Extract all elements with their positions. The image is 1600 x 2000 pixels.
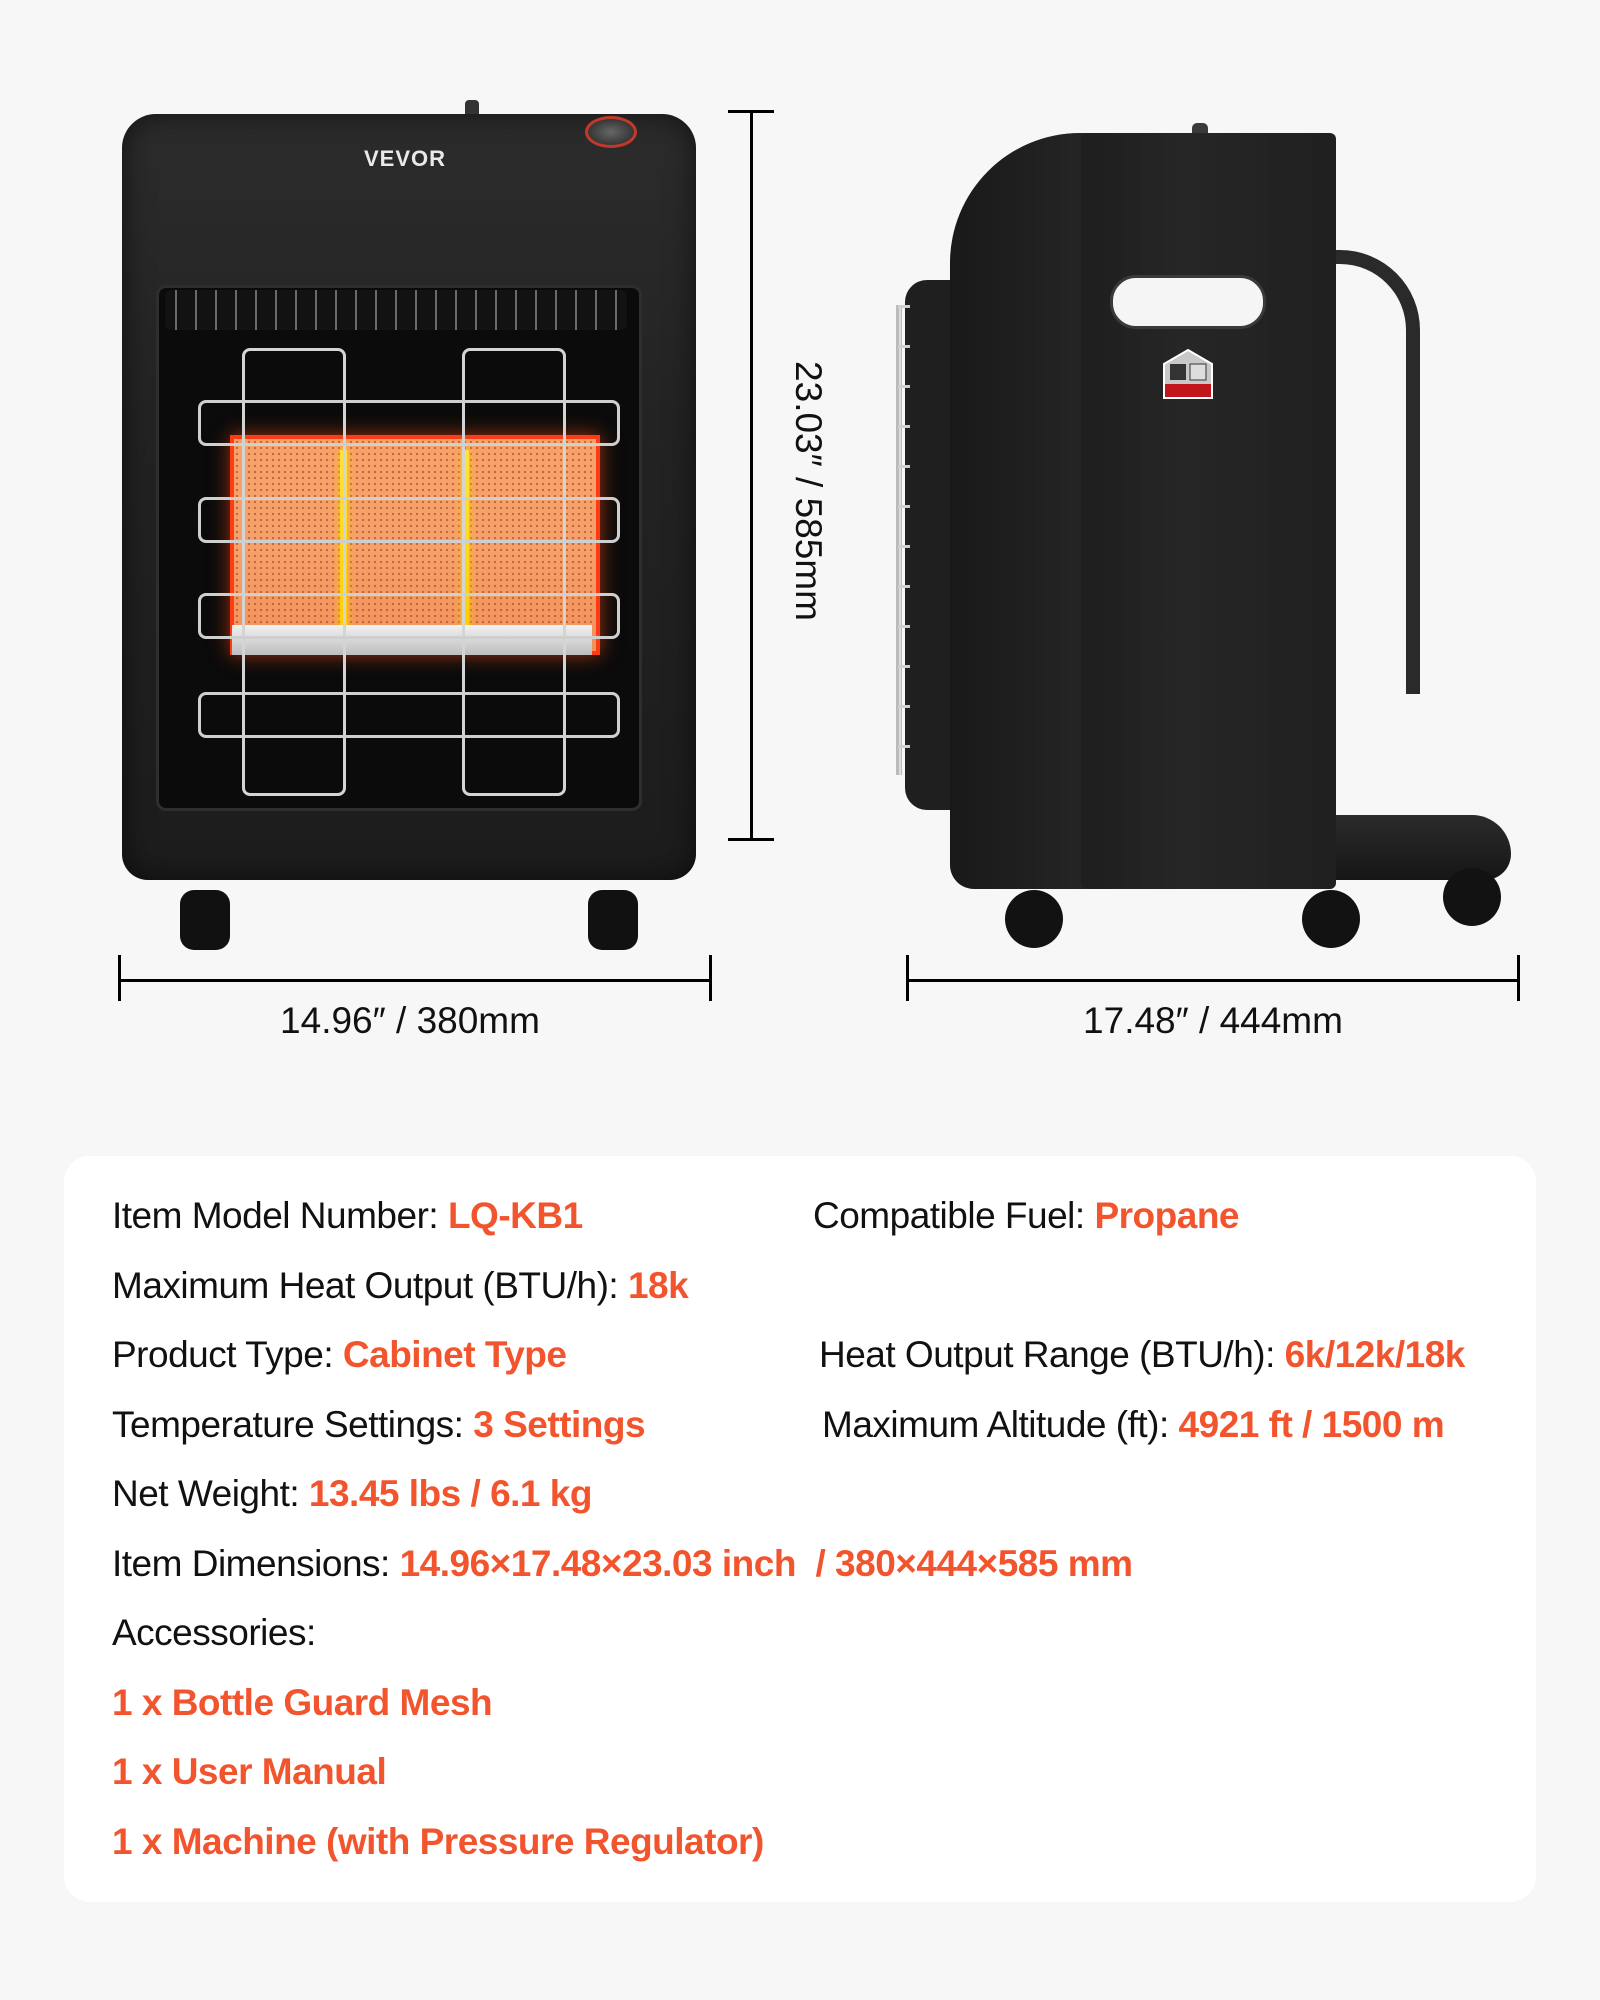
spec-label: Maximum Altitude (ft):: [822, 1404, 1169, 1445]
depth-dimension-line: [906, 979, 1520, 982]
height-dimension-tick: [728, 110, 774, 113]
accessory-item: 1 x User Manual: [112, 1751, 387, 1792]
spec-value: Propane: [1094, 1195, 1240, 1236]
control-dial-icon: [585, 116, 637, 148]
spec-value: LQ-KB1: [447, 1195, 583, 1236]
heater-cabinet-side-front: [950, 133, 1086, 889]
caster-wheel: [1005, 890, 1063, 948]
spec-product-type: [112, 1334, 566, 1376]
caster-wheel: [180, 890, 230, 950]
caster-wheel: [1302, 890, 1360, 948]
brand-logo: VEVOR: [363, 146, 447, 171]
spec-label: Maximum Heat Output (BTU/h):: [112, 1265, 619, 1306]
spec-model-number: [112, 1195, 583, 1237]
safety-guard-rail: [198, 593, 620, 639]
gas-hose: [1336, 250, 1420, 694]
spec-label: Product Type:: [112, 1334, 334, 1375]
spec-value: 3 Settings: [473, 1404, 646, 1445]
spec-heat-output-range: [819, 1334, 1465, 1376]
height-dimension-line: [750, 110, 753, 840]
accessory-item: 1 x Machine (with Pressure Regulator): [112, 1821, 764, 1862]
spec-value: 4921 ft / 1500 m: [1178, 1404, 1445, 1445]
width-dimension-tick: [709, 955, 712, 1001]
heater-cabinet-side: [1081, 133, 1336, 889]
spec-value: 6k/12k/18k: [1284, 1334, 1465, 1375]
spec-temperature-settings: [112, 1404, 645, 1446]
carry-handle: [1110, 275, 1266, 329]
spec-value: 13.45 lbs / 6.1 kg: [308, 1473, 592, 1514]
spec-value: 14.96×17.48×23.03 inch / 380×444×585 mm: [399, 1543, 1133, 1584]
spec-item-dimensions: [112, 1543, 1133, 1585]
bottle-guard-mesh: [896, 305, 910, 775]
spec-label: Heat Output Range (BTU/h):: [819, 1334, 1275, 1375]
caster-wheel: [1443, 868, 1501, 926]
spec-label: Item Model Number:: [112, 1195, 439, 1236]
width-dimension-label: 14.96″ / 380mm: [280, 1000, 540, 1041]
width-dimension-line: [118, 979, 712, 982]
accessory-item: 1 x Bottle Guard Mesh: [112, 1682, 493, 1723]
height-dimension-tick: [728, 838, 774, 841]
vent-grille: [165, 290, 627, 330]
spec-label: Temperature Settings:: [112, 1404, 464, 1445]
depth-dimension-tick: [1517, 955, 1520, 1001]
depth-dimension-tick: [906, 955, 909, 1001]
caster-wheel: [588, 890, 638, 950]
spec-max-altitude: [822, 1404, 1444, 1446]
safety-guard-rail: [198, 692, 620, 738]
spec-compatible-fuel: [813, 1195, 1239, 1237]
safety-guard-rail: [198, 400, 620, 446]
width-dimension-tick: [118, 955, 121, 1001]
spec-label: Net Weight:: [112, 1473, 300, 1514]
spec-max-heat-output: [112, 1265, 688, 1307]
spec-label: Item Dimensions:: [112, 1543, 390, 1584]
height-dimension-label: 23.03″ / 585mm: [788, 361, 829, 621]
spec-value: Cabinet Type: [342, 1334, 567, 1375]
front-view-heater: [0, 0, 800, 1000]
accessories-heading: Accessories:: [112, 1612, 316, 1653]
safety-guard-rail: [198, 497, 620, 543]
depth-dimension-label: 17.48″ / 444mm: [1083, 1000, 1343, 1041]
spec-net-weight: [112, 1473, 592, 1515]
spec-label: Compatible Fuel:: [813, 1195, 1085, 1236]
warning-label-icon: [1162, 348, 1214, 400]
spec-value: 18k: [627, 1265, 689, 1306]
